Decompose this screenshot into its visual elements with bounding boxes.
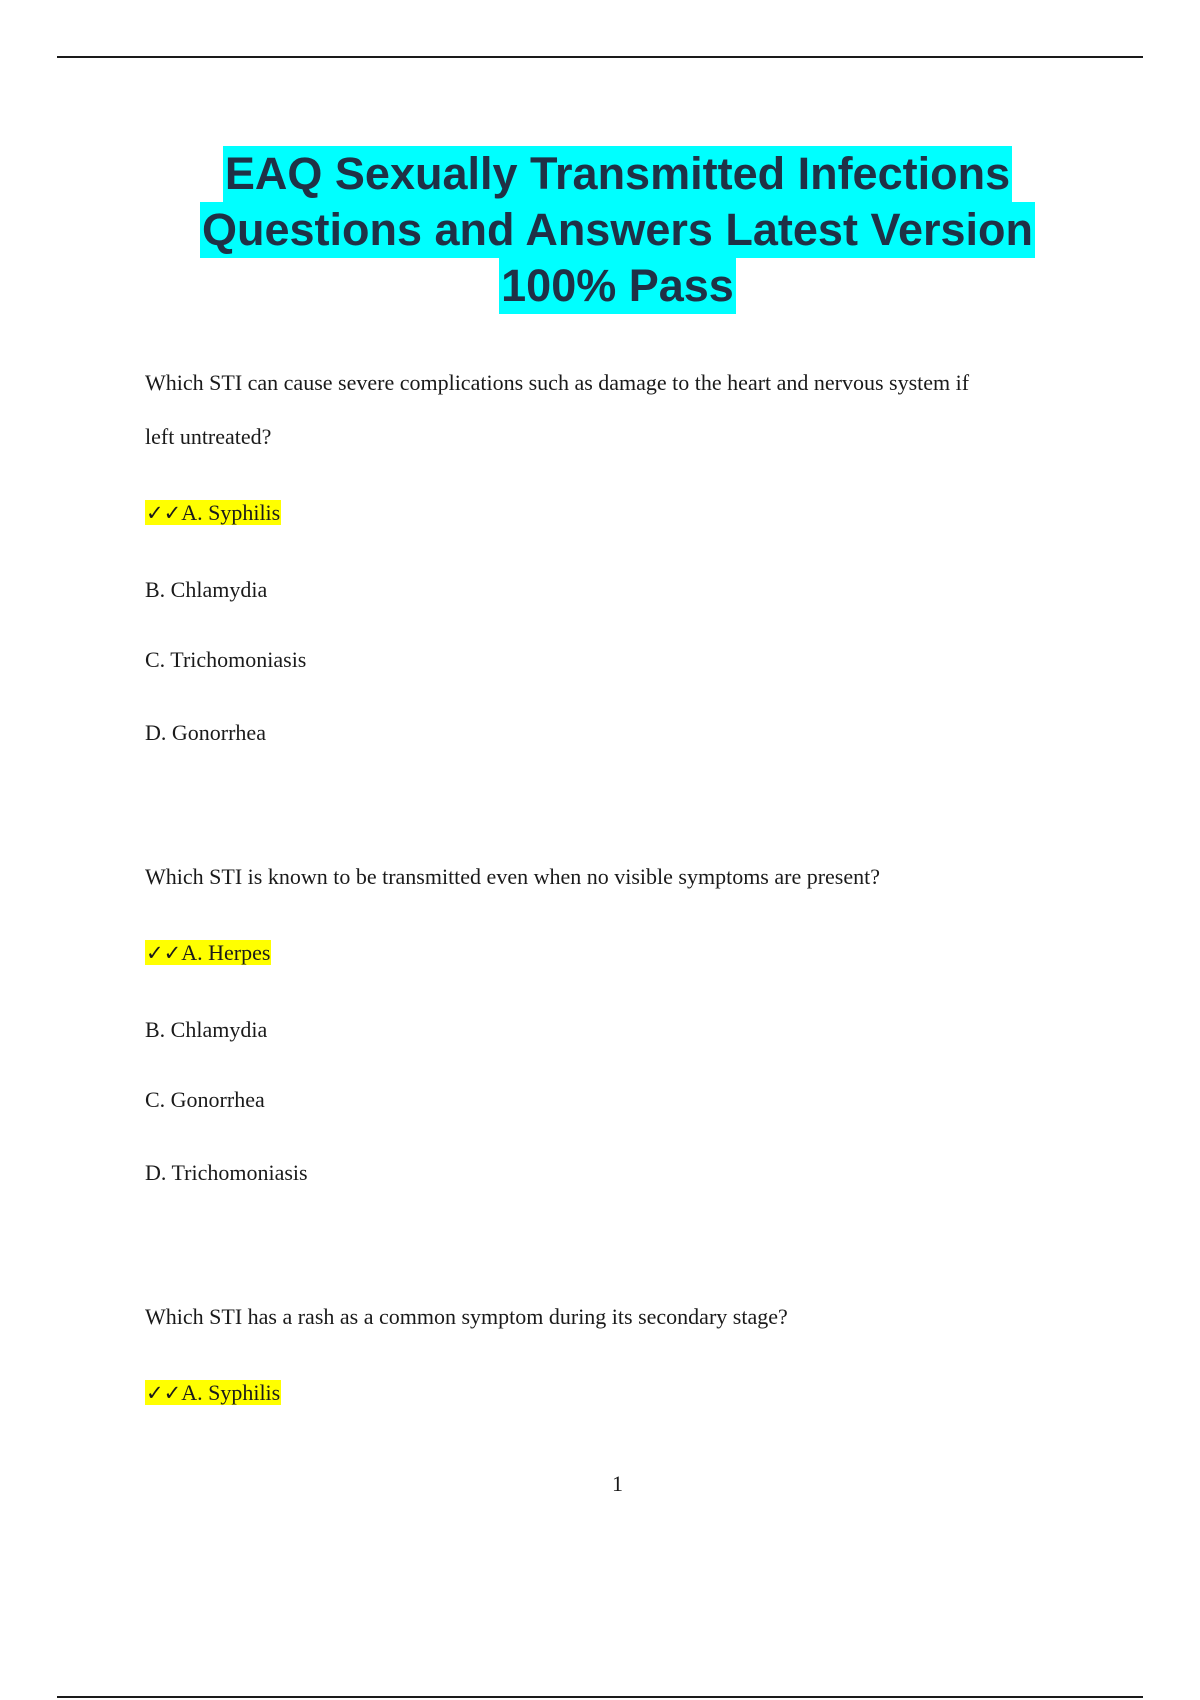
question-1-option-c: C. Trichomoniasis: [145, 647, 307, 672]
question-2-option-d: D. Trichomoniasis: [145, 1160, 308, 1185]
question-3-text-line-1: Which STI has a rash as a common symptom during its secondary stage?: [145, 1304, 788, 1329]
double-check-icon: ✓✓: [146, 1381, 182, 1405]
title-line-2: Questions and Answers Latest Version: [200, 202, 1035, 258]
question-1-option-d: D. Gonorrhea: [145, 720, 266, 745]
question-1-correct-answer: [145, 500, 281, 526]
correct-option-label: A. Syphilis: [181, 1380, 281, 1405]
question-2-option-b: B. Chlamydia: [145, 1017, 268, 1042]
top-rule: [57, 56, 1143, 58]
title-line-1: EAQ Sexually Transmitted Infections: [223, 146, 1012, 202]
correct-option-label: A. Herpes: [181, 940, 271, 965]
document-title: [0, 146, 1200, 314]
question-2-correct-answer: [145, 940, 271, 966]
bottom-rule: [57, 1696, 1143, 1698]
double-check-icon: ✓✓: [146, 501, 182, 525]
title-line-3: 100% Pass: [499, 258, 736, 314]
question-1-option-b: B. Chlamydia: [145, 577, 268, 602]
question-1-text-line-1: Which STI can cause severe complications such as damage to the heart and nervous system if: [145, 370, 970, 395]
question-3-correct-answer: [145, 1380, 281, 1406]
question-2-option-c: C. Gonorrhea: [145, 1087, 265, 1112]
double-check-icon: ✓✓: [146, 941, 182, 965]
correct-option-label: A. Syphilis: [181, 500, 281, 525]
question-1-text-line-2: left untreated?: [145, 424, 272, 449]
question-2-text-line-1: Which STI is known to be transmitted even when no visible symptoms are present?: [145, 864, 881, 889]
page-number: 1: [612, 1471, 623, 1496]
